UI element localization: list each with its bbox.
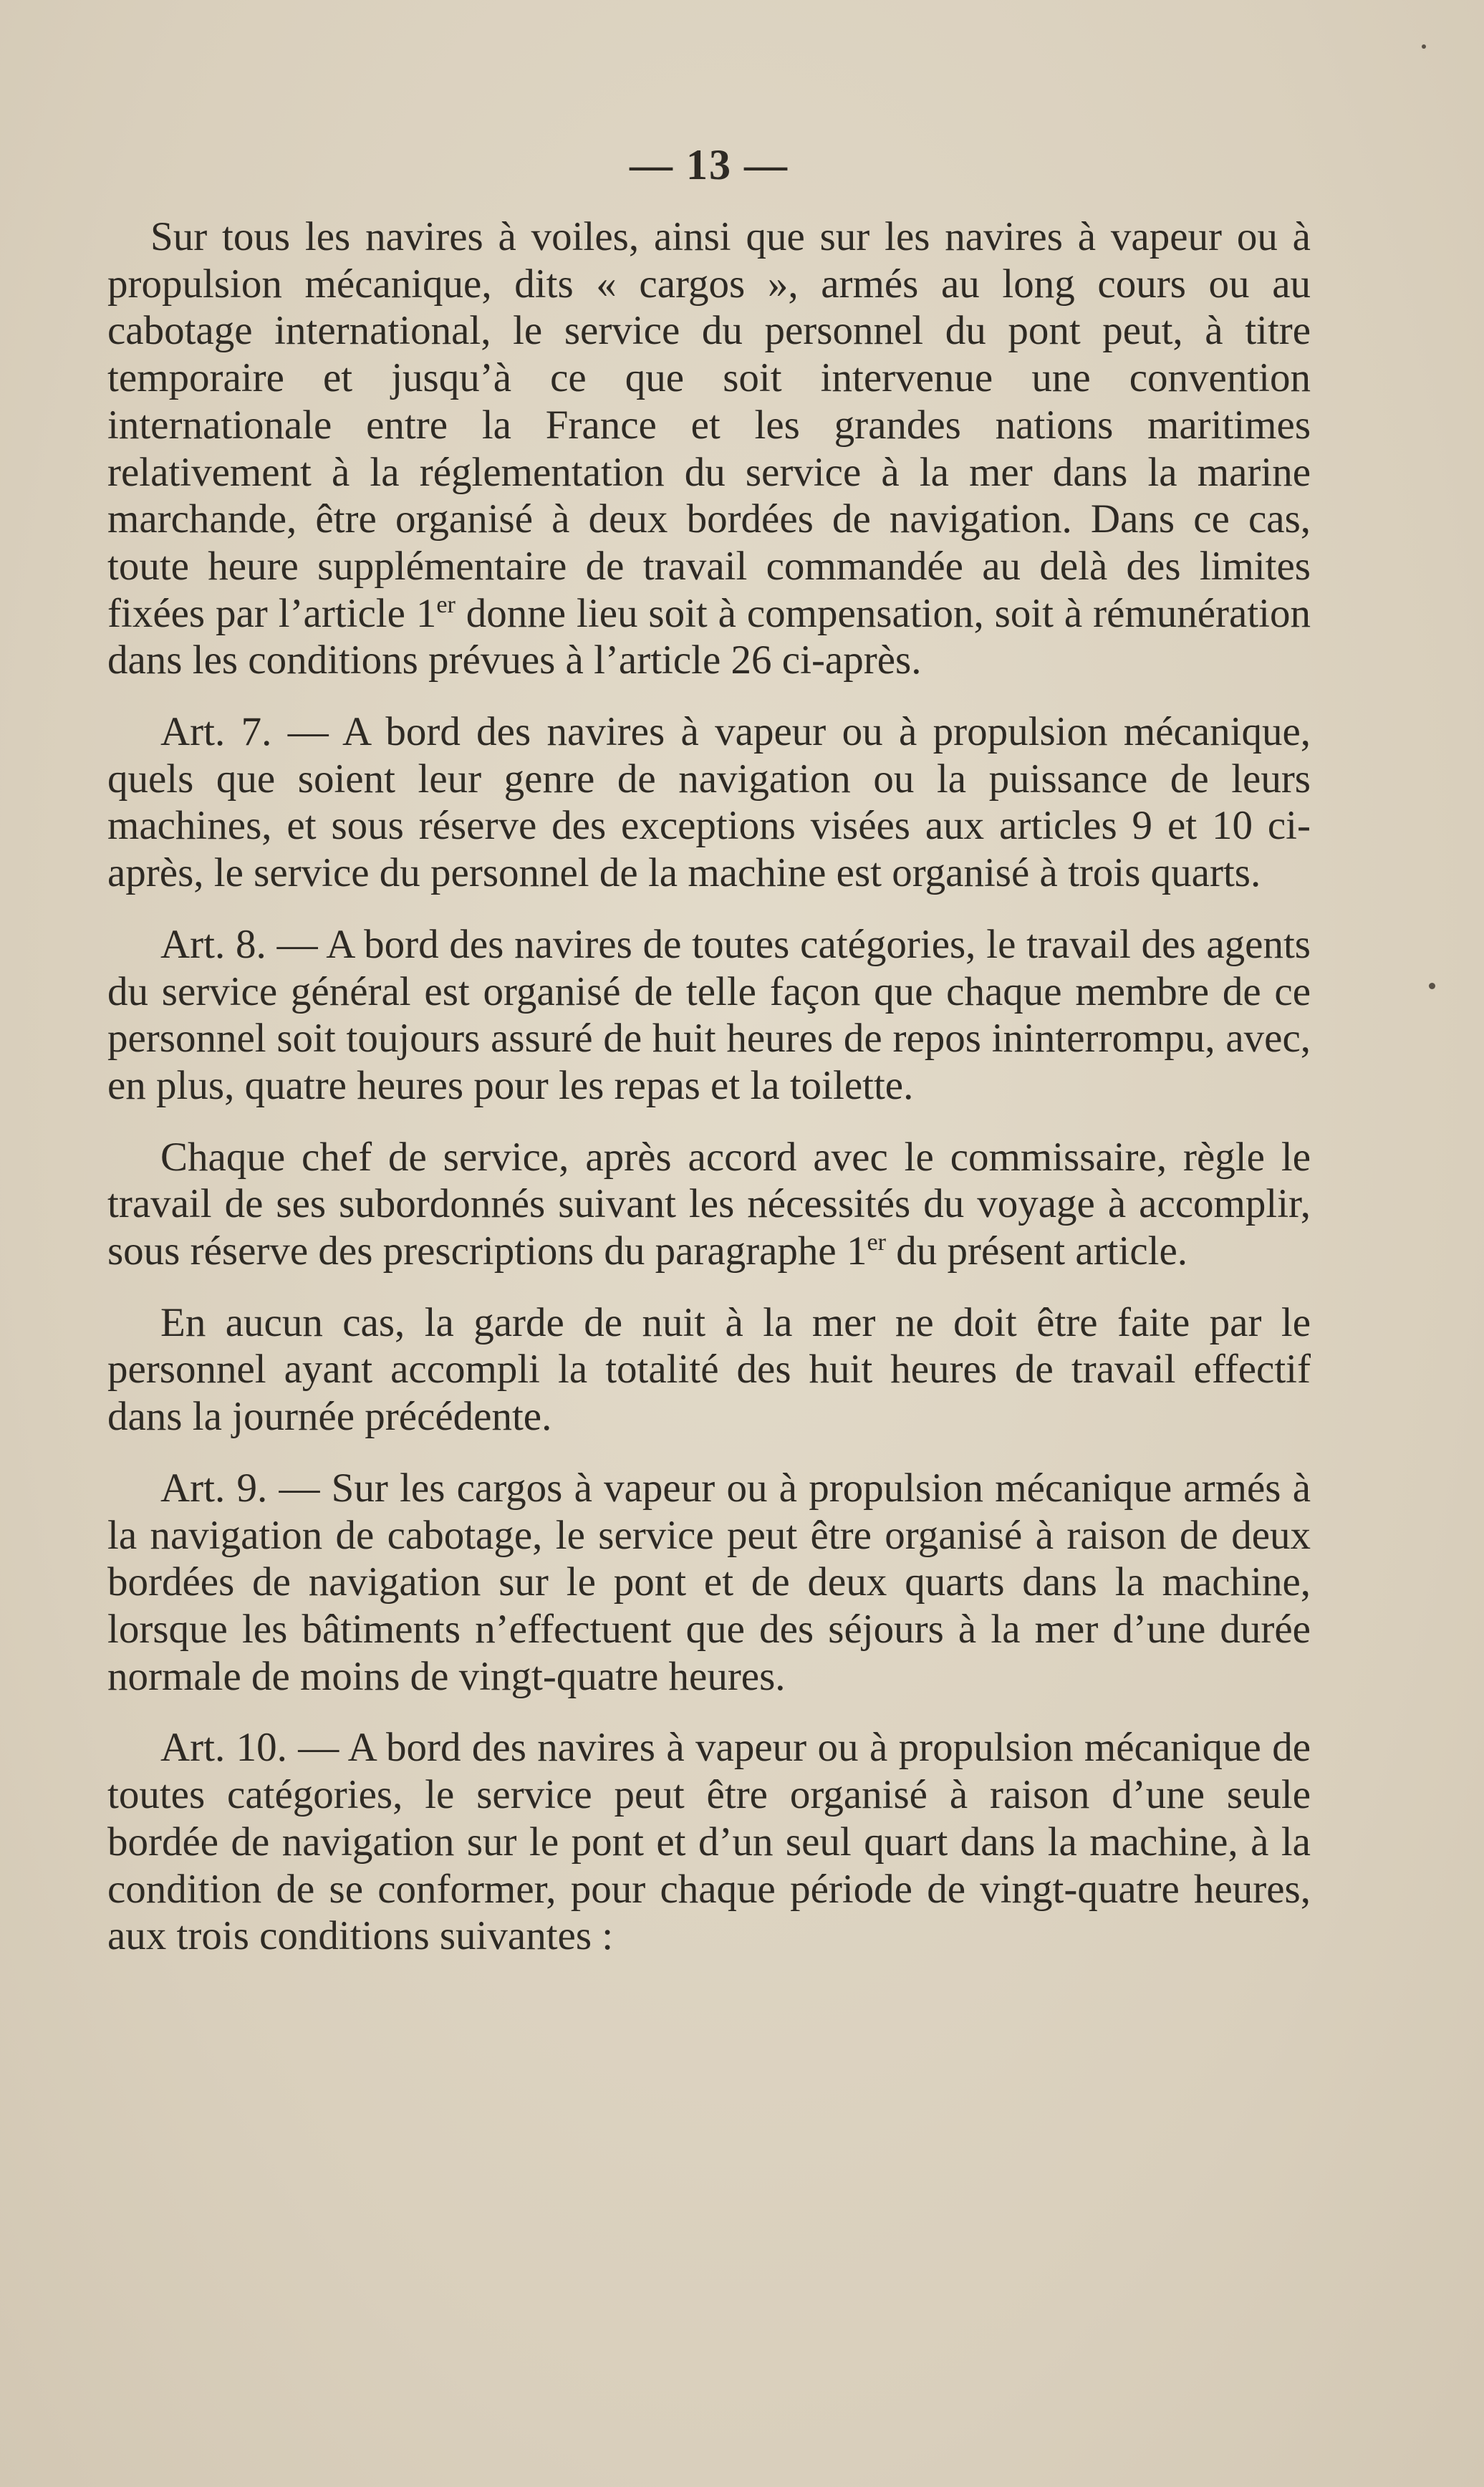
page-number: — 13 — xyxy=(630,141,789,188)
paper-speck xyxy=(1429,983,1435,989)
paragraph-text: donne lieu soit à compensation, soit à rémunération dans les conditions prévues à l’article 26 ci-après. xyxy=(107,590,1311,683)
paragraph-article-7: Art. 7. — A bord des navires à vapeur ou à propulsion mécanique, quels que soient leur genre de navigation ou la puissance de leurs machines, et sous réserve des exceptions visées aux articles 9 et 10 ci-après, le service du personnel de la machine est organisé à trois quarts. xyxy=(107,709,1311,896)
paragraph-intro xyxy=(107,213,1311,684)
paper-speck xyxy=(1422,44,1426,49)
paragraph-article-10: Art. 10. — A bord des navires à vapeur ou à propulsion mécanique de toutes catégories, le service peut être organisé à raison d’une seule bordée de navigation sur le pont et d’un seul quart dans la machine, à la condition de se conformer, pour chaque période de vingt-quatre heures, aux trois conditions suivantes : xyxy=(107,1725,1311,1959)
paragraph-chef-de-service xyxy=(107,1134,1311,1275)
paragraph-garde-de-nuit: En aucun cas, la garde de nuit à la mer ne doit être faite par le personnel ayant accompli la totalité des huit heures de travail effectif dans la journée précédente. xyxy=(107,1299,1311,1440)
document-page xyxy=(107,143,1311,1984)
superscript-ordinal: er xyxy=(436,591,456,618)
superscript-ordinal: er xyxy=(867,1229,887,1256)
paragraph-text: du présent article. xyxy=(886,1228,1188,1274)
paragraph-text: Sur tous les navires à voiles, ainsi que sur les navires à vapeur ou à propulsion mécanique, dits « cargos », armés au long cours ou au cabotage international, le service du personnel du pont peut, à titre temporaire et jusqu’à ce que soit intervenue une convention internationale entre la France et les grandes nations maritimes relativement à la réglementation du service à la mer dans la marine marchande, être organisé à deux bordées de navigation. Dans ce cas, toute heure supplémentaire de travail commandée au delà des limites fixées par l’article 1 xyxy=(107,214,1311,636)
paragraph-text: Chaque chef de service, après accord avec le commissaire, règle le travail de ses subordonnés suivant les nécessités du voyage à accomplir, sous réserve des prescriptions du paragraphe 1 xyxy=(107,1134,1311,1274)
paragraph-article-8: Art. 8. — A bord des navires de toutes catégories, le travail des agents du service général est organisé de telle façon que chaque membre de ce personnel soit toujours assuré de huit heures de repos ininterrompu, avec, en plus, quatre heures pour les repas et la toilette. xyxy=(107,921,1311,1108)
paragraph-article-9: Art. 9. — Sur les cargos à vapeur ou à propulsion mécanique armés à la navigation de cabotage, le service peut être organisé à raison de deux bordées de navigation sur le pont et de deux quarts dans la machine, lorsque les bâtiments n’effectuent que des séjours à la mer d’une durée normale de moins de vingt-quatre heures. xyxy=(107,1465,1311,1699)
